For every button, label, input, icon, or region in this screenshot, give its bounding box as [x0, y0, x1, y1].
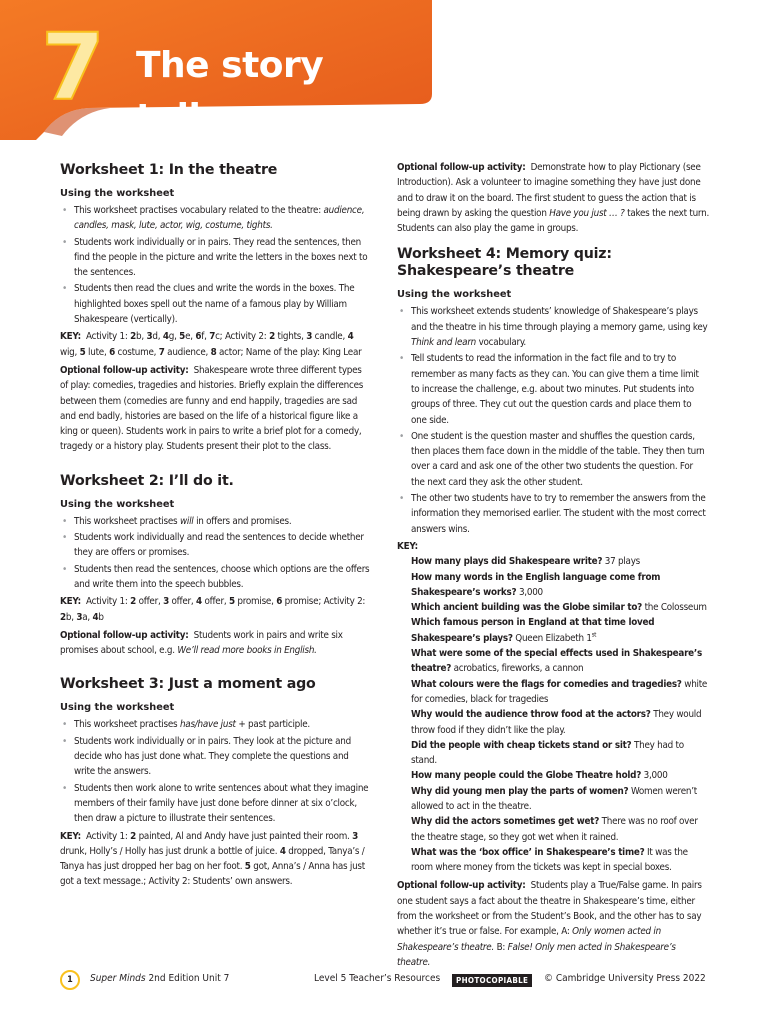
footer-copyright: © Cambridge University Press 2022 [544, 973, 706, 984]
key-num: 8 [210, 346, 217, 358]
page-title: The story teller [136, 45, 324, 138]
worksheet-2-optional-activity [60, 628, 370, 659]
page-number: 1 [60, 970, 80, 990]
superscript: st [591, 631, 597, 639]
worksheet-3-title: Worksheet 3: Just a moment ago [60, 676, 316, 693]
bullet-text: in offers and promises. [193, 515, 292, 527]
key-item [411, 845, 709, 876]
bullet-italic-text: has/have just [179, 719, 236, 731]
key-label: KEY: [60, 596, 81, 608]
key-item [411, 646, 709, 677]
key-question: How many plays did Shakespeare write? [411, 556, 603, 568]
key-text: candle, [312, 331, 348, 343]
optional-text: Shakespeare wrote three different types of play: comedies, tragedies and histories. Briefly explain the differences between them (comedies are funny and end happily, tragedies are sad and end badly, histories are based on the life of a historical figure like a king or queen). Students work in pairs to write a brief plot for a comedy, tragedy or a history play. Students present their plot to the class. [60, 364, 364, 453]
list-item: • Tell students to read the information in the fact file and to try to remember as many facts as they can. You can give them a time limit to increase the challenge, e.g. about two minutes. Put students into groups of three. They cut out the question cards and place them to one side. [397, 351, 709, 427]
key-num: 5 [79, 346, 86, 358]
key-num: 5 [179, 331, 186, 343]
key-text: wig, [60, 346, 80, 358]
key-text: Activity 1: [86, 331, 131, 343]
key-text: b, [136, 331, 147, 343]
spacer [397, 236, 709, 246]
worksheet-2-title: Worksheet 2: I’ll do it. [60, 472, 234, 489]
key-question: Why did young men play the parts of women? [411, 785, 629, 797]
key-text: b [98, 611, 104, 623]
worksheet-3-optional-activity [397, 160, 709, 236]
bullet-italic-text: Think and learn [411, 337, 477, 349]
key-text: actor; Name of the play: King Lear [216, 346, 362, 358]
key-item [411, 600, 709, 615]
key-text: dropped, Tanya’s / Tanya has just dropped her bag on her foot. [60, 845, 365, 873]
key-question: How many people could the Globe Theatre hold? [411, 770, 642, 782]
worksheet-3-key [60, 829, 370, 890]
worksheet-1-key [60, 329, 370, 360]
key-answer: 3,000 [641, 770, 668, 782]
bullet-text: This worksheet practises [74, 515, 180, 527]
key-num: 2 [130, 331, 137, 343]
key-num: 5 [244, 861, 251, 873]
key-num: 4 [196, 596, 202, 608]
key-text: b, [65, 611, 77, 623]
optional-text: Students play a True/False game. In pairs one student says a fact about the theatre in Shakespeare’s time, either from the worksheet or from the Student’s Book, and the other has to say whether it’s true or false. For example, A: [397, 880, 702, 938]
key-question: What were some of the special effects used in Shakespeare’s theatre? [411, 648, 702, 675]
list-item: • One student is the question master and shuffles the question cards, then places them face down in the middle of the table. They then turn over a card and ask one of the other two students the question. For the next card they ask the other student. [397, 429, 709, 490]
key-text: promise, [234, 596, 277, 608]
optional-text: B: [494, 941, 508, 953]
key-text: costume, [114, 346, 159, 358]
optional-text: takes the next turn. Students can also play the game in groups. [397, 207, 710, 235]
bullet-text: This worksheet practises [74, 719, 180, 731]
key-text: e, [185, 331, 196, 343]
key-num: 2 [130, 830, 137, 842]
list-item: • The other two students have to try to remember the answers from the information they memorised earlier. The student with the most correct answers wins. [397, 491, 709, 537]
unit-number: 7 [40, 14, 105, 121]
key-item [411, 768, 709, 783]
key-item [411, 554, 709, 569]
spacer [60, 658, 370, 676]
worksheet-4-subheading: Using the worksheet [397, 289, 512, 301]
optional-text: Students work in pairs and write six promises about school, e.g. [60, 629, 343, 657]
worksheet-2-bullets [60, 514, 370, 592]
worksheet-1-title: Worksheet 1: In the theatre [60, 162, 278, 178]
left-column [60, 162, 370, 890]
worksheet-3-bullets [60, 717, 370, 826]
key-text: audience, [164, 346, 211, 358]
bullet-text: This worksheet practises vocabulary related to the theatre: [74, 205, 324, 216]
key-num: 7 [158, 346, 165, 358]
key-text: Activity 1: [86, 596, 131, 608]
book-title-italic: Super Minds [90, 973, 146, 984]
key-num: 6 [195, 331, 202, 343]
bullet-italic-text: audience, candles, mask, lute, actor, wig, costume, tights. [74, 205, 365, 232]
key-question: How many words in the English language come from Shakespeare’s works? [411, 571, 661, 598]
key-item [411, 677, 709, 708]
key-num: 6 [109, 346, 115, 358]
worksheet-3-subheading: Using the worksheet [60, 702, 175, 714]
optional-text: Demonstrate how to play Pictionary (see Introduction). Ask a volunteer to imagine something they have just done and to draw it on the board. The first student to guess the action that is being drawn by asking the question [397, 162, 701, 219]
key-item [411, 738, 709, 769]
optional-example: We’ll read more books in English. [177, 645, 317, 657]
key-text: c; Activity 2: [215, 331, 270, 343]
key-item [411, 615, 709, 646]
worksheet-4-optional-activity [397, 878, 709, 970]
key-text: offer, [136, 596, 164, 608]
key-num: 7 [209, 331, 216, 343]
key-num: 2 [130, 596, 137, 608]
key-num: 3 [76, 611, 83, 623]
key-answer: Women weren’t allowed to act in the theatre. [411, 785, 697, 812]
list-item [60, 203, 370, 234]
key-question: Why did the actors sometimes get wet? [411, 816, 600, 828]
unit-header-banner [0, 0, 440, 140]
key-num: 3 [306, 331, 313, 343]
key-answer: 3,000 [516, 586, 543, 598]
worksheet-2-key [60, 594, 370, 625]
key-label: KEY: [397, 540, 418, 552]
key-label: KEY: [60, 331, 81, 343]
worksheet-1-bullets [60, 203, 370, 327]
key-answer: white for comedies, black for tragedies [411, 678, 708, 705]
bullet-text: This worksheet extends students’ knowledge of Shakespeare’s plays and the theatre in his time through playing a memory game, using key [411, 306, 708, 333]
key-num: 4 [92, 611, 99, 623]
key-num: 3 [163, 596, 169, 608]
key-item [411, 707, 709, 738]
key-text: f, [201, 331, 210, 343]
key-num: 4 [279, 845, 286, 857]
key-question: What was the ‘box office’ in Shakespeare’s time? [411, 846, 645, 858]
optional-label: Optional follow-up activity: [397, 162, 526, 173]
footer-level: Level 5 Teacher’s Resources [314, 973, 441, 984]
key-answer: Queen Elizabeth 1 [512, 632, 592, 644]
key-text: drunk, Holly’s / Holly has just drunk a bottle of juice. [60, 845, 280, 857]
key-question: Did the people with cheap tickets stand or sit? [411, 739, 632, 751]
list-item: • Students then read the clues and write the words in the boxes. The highlighted boxes spell out the name of a famous play by William Shakespeare (vertically). [60, 281, 370, 327]
right-column [397, 160, 709, 970]
optional-italic: Have you just … ? [549, 207, 625, 219]
optional-italic: False! Only men acted in Shakespeare’s theatre. [397, 941, 676, 968]
key-text: painted, Al and Andy have just painted their room. [136, 830, 353, 842]
list-item: • Students work individually or in pairs. They look at the picture and decide who has just done what. They complete the questions and write the answers. [60, 734, 370, 780]
page-footer [60, 970, 720, 992]
key-item [411, 570, 709, 601]
key-answer: the Colosseum [642, 602, 707, 614]
key-answer: They had to stand. [411, 739, 684, 767]
worksheet-1-optional-activity [60, 363, 370, 455]
footer-book-title [90, 973, 229, 984]
worksheet-4-bullets [397, 304, 709, 536]
key-num: 2 [269, 331, 275, 343]
bullet-italic-text: will [179, 515, 194, 527]
spacer [60, 455, 370, 473]
key-question: What colours were the flags for comedies and tragedies? [411, 678, 682, 690]
optional-italic: Only women acted in Shakespeare’s theatre. [397, 926, 661, 953]
worksheet-2-subheading: Using the worksheet [60, 498, 175, 510]
key-answer: They would throw food if they didn’t like the play. [411, 709, 702, 736]
key-answer: 37 plays [602, 556, 641, 568]
optional-label: Optional follow-up activity: [60, 629, 189, 641]
key-question: Which ancient building was the Globe similar to? [411, 602, 643, 614]
list-item: • Students then read the sentences, choose which options are the offers and write them into the speech bubbles. [60, 562, 370, 593]
optional-label: Optional follow-up activity: [60, 364, 189, 376]
list-item [60, 514, 370, 529]
key-text: a, [82, 611, 93, 623]
key-num: 3 [352, 830, 359, 842]
key-num: 6 [276, 596, 283, 608]
worksheet-1-subheading: Using the worksheet [60, 188, 175, 199]
key-answer: It was the room where money from the tickets was kept in special boxes. [411, 846, 688, 874]
key-text: lute, [85, 346, 110, 358]
key-question: Which famous person in England at that time loved Shakespeare’s plays? [411, 617, 655, 644]
key-num: 3 [146, 331, 153, 343]
key-text: Activity 1: [86, 830, 131, 842]
key-num: 5 [228, 596, 235, 608]
worksheet-4-title: Worksheet 4: Memory quiz: Shakespeare’s theatre [397, 246, 612, 280]
key-item [411, 784, 709, 815]
key-item [411, 814, 709, 845]
list-item: • Students work individually or in pairs. They read the sentences, then find the people in the picture and write the letters in the boxes next to the sentences. [60, 235, 370, 281]
key-text: d, [152, 331, 163, 343]
key-text: got, Anna’s / Anna has just got a text message.; Activity 2: Students’ own answers. [60, 861, 365, 888]
key-num: 4 [162, 331, 169, 343]
book-title-rest: 2nd Edition Unit 7 [145, 973, 230, 984]
optional-label: Optional follow-up activity: [397, 880, 526, 892]
key-num: 4 [347, 331, 354, 343]
list-item [397, 304, 709, 350]
key-label: KEY: [60, 830, 81, 842]
key-text: tights, [274, 331, 307, 343]
worksheet-4-key-label [397, 539, 709, 554]
bullet-text: vocabulary. [476, 337, 526, 349]
key-answer: acrobatics, fireworks, a cannon [451, 663, 584, 675]
list-item: • Students work individually and read the sentences to decide whether they are offers or promises. [60, 530, 370, 561]
key-text: g, [168, 331, 180, 343]
key-question: Why would the audience throw food at the actors? [411, 709, 651, 721]
photocopiable-badge: PHOTOCOPIABLE [452, 974, 532, 987]
key-answer: There was no roof over the theatre stage, so they got wet when it rained. [411, 816, 698, 843]
key-text: promise; Activity 2: [282, 596, 366, 608]
bullet-text: + past participle. [235, 719, 310, 731]
worksheet-4-key-list [397, 554, 709, 875]
key-num: 2 [60, 611, 66, 623]
key-text: offer, [168, 596, 197, 608]
list-item: • Students then work alone to write sentences about what they imagine members of their family have just done before dinner at six o’clock, then draw a picture to illustrate their sentences. [60, 781, 370, 827]
key-text: offer, [201, 596, 229, 608]
list-item [60, 717, 370, 732]
